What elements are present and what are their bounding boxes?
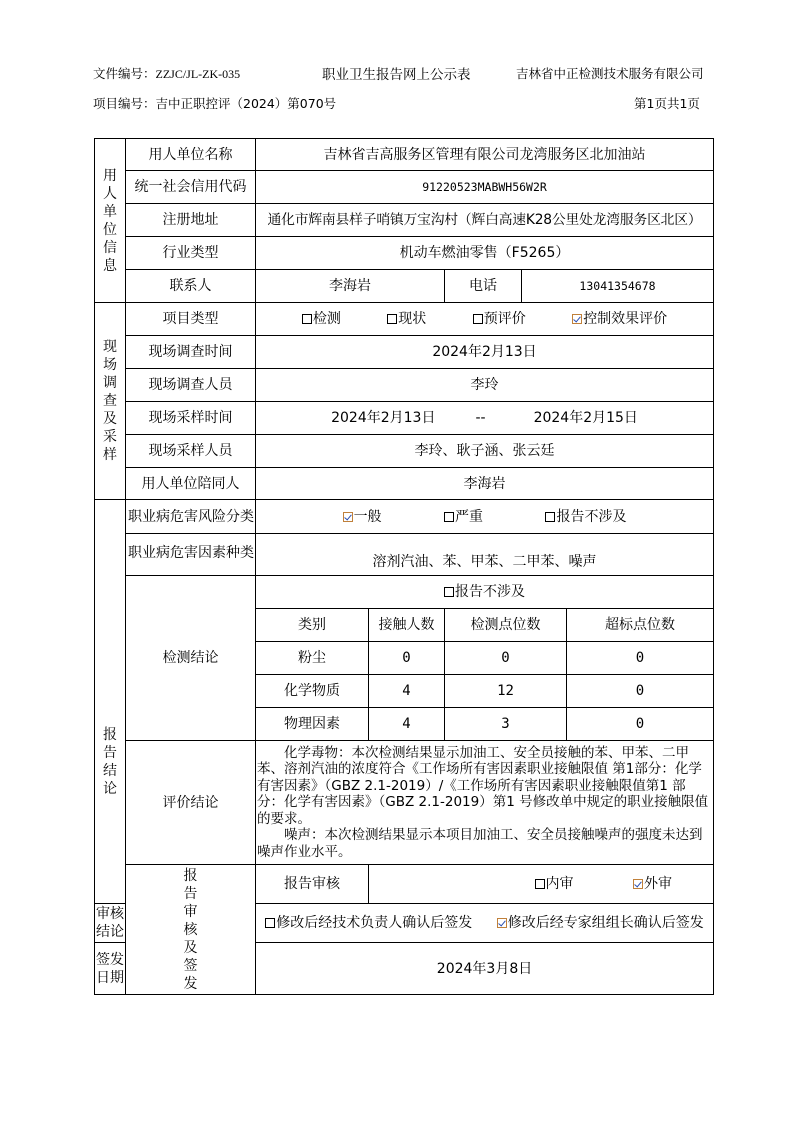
header-detection-points: 检测点位数 xyxy=(445,609,567,642)
value-escort: 李海岩 xyxy=(256,468,714,500)
sampling-start: 2024年2月13日 xyxy=(331,410,436,426)
checkbox-checked-icon xyxy=(633,879,643,889)
checkbox-tech-lead-sign[interactable]: 修改后经技术负责人确认后签发 xyxy=(265,914,472,932)
row-employer-name xyxy=(95,139,714,171)
checkbox-icon xyxy=(473,314,483,324)
cell-detection-points: 0 xyxy=(445,642,567,675)
row-detection-not-involved xyxy=(95,576,714,609)
checkbox-not-involved[interactable]: 报告不涉及 xyxy=(545,508,626,526)
label-contact: 联系人 xyxy=(126,270,256,303)
disclosure-table xyxy=(94,138,714,995)
cell-exposed-count: 0 xyxy=(369,642,445,675)
document-title: 职业卫生报告网上公示表 xyxy=(322,67,471,83)
doc-number xyxy=(93,64,240,82)
label-evaluation-conclusion: 评价结论 xyxy=(126,741,256,865)
checkbox-general[interactable]: 一般 xyxy=(343,508,382,526)
row-address xyxy=(95,204,714,237)
checkbox-expert-lead-sign[interactable]: 修改后经专家组组长确认后签发 xyxy=(497,914,704,932)
row-industry xyxy=(95,237,714,270)
value-survey-staff: 李玲 xyxy=(256,369,714,402)
row-survey-time xyxy=(95,336,714,369)
row-sampling-time xyxy=(95,402,714,435)
value-industry: 机动车燃油零售（F5265） xyxy=(256,237,714,270)
label-sampling-staff: 现场采样人员 xyxy=(126,435,256,468)
cell-detection-points: 3 xyxy=(445,708,567,741)
label-detection-conclusion: 检测结论 xyxy=(126,576,256,741)
row-survey-staff xyxy=(95,369,714,402)
cell-exceeding-points: 0 xyxy=(567,675,714,708)
row-project-type xyxy=(95,303,714,336)
label-survey-staff: 现场调查人员 xyxy=(126,369,256,402)
label-phone: 电话 xyxy=(445,270,522,303)
row-escort xyxy=(95,468,714,500)
checkbox-internal-review[interactable]: 内审 xyxy=(535,875,574,893)
label-risk-class: 职业病危害风险分类 xyxy=(126,500,256,534)
label-credit-code: 统一社会信用代码 xyxy=(126,171,256,204)
checkbox-detection[interactable]: 检测 xyxy=(302,310,341,328)
checkbox-icon xyxy=(387,314,397,324)
cell-detection-points: 12 xyxy=(445,675,567,708)
section-report-conclusion: 报 告 结 论 xyxy=(95,500,126,904)
value-address: 通化市辉南县样子哨镇万宝沟村（辉白高速K28公里处龙湾服务区北区） xyxy=(256,204,714,237)
header-exposed-count: 接触人数 xyxy=(369,609,445,642)
page-info: 第1页共1页 xyxy=(634,96,700,111)
section-review: 报 告 审 核 及 签 发 xyxy=(126,865,256,995)
cell-exceeding-points: 0 xyxy=(567,708,714,741)
checkbox-checked-icon xyxy=(497,918,507,928)
review-options xyxy=(369,865,714,904)
cell-category: 化学物质 xyxy=(256,675,369,708)
label-industry: 行业类型 xyxy=(126,237,256,270)
label-survey-time: 现场调查时间 xyxy=(126,336,256,369)
doc-number-value: ZZJC/JL-ZK-035 xyxy=(155,67,241,81)
cell-exposed-count: 4 xyxy=(369,675,445,708)
value-employer-name: 吉林省吉高服务区管理有限公司龙湾服务区北加油站 xyxy=(256,139,714,171)
row-credit-code xyxy=(95,171,714,204)
checkbox-control-effect-evaluation[interactable]: 控制效果评价 xyxy=(572,310,667,328)
checkbox-checked-icon xyxy=(572,314,582,324)
cell-exceeding-points: 0 xyxy=(567,642,714,675)
cell-exposed-count: 4 xyxy=(369,708,445,741)
section-site-survey: 现 场 调 查 及 采 样 xyxy=(95,303,126,500)
value-sampling-staff: 李玲、耿子涵、张云廷 xyxy=(256,435,714,468)
project-number: 项目编号：吉中正职控评（2024）第070号 xyxy=(93,96,337,111)
row-hazard-types xyxy=(95,534,714,576)
sampling-separator: -- xyxy=(475,410,486,426)
value-survey-time: 2024年2月13日 xyxy=(256,336,714,369)
value-hazard-types: 溶剂汽油、苯、甲苯、二甲苯、噪声 xyxy=(256,534,714,576)
value-sampling-time xyxy=(256,402,714,435)
project-type-options xyxy=(256,303,714,336)
label-sampling-time: 现场采样时间 xyxy=(126,402,256,435)
cell-category: 物理因素 xyxy=(256,708,369,741)
label-project-type: 项目类型 xyxy=(126,303,256,336)
checkbox-pre-evaluation[interactable]: 预评价 xyxy=(473,310,526,328)
row-sampling-staff xyxy=(95,435,714,468)
risk-class-options xyxy=(256,500,714,534)
label-review-conclusion: 审核结论 xyxy=(95,904,126,943)
value-issue-date: 2024年3月8日 xyxy=(256,943,714,995)
detection-not-involved xyxy=(256,576,714,609)
checkbox-icon xyxy=(444,512,454,522)
label-address: 注册地址 xyxy=(126,204,256,237)
label-employer-name: 用人单位名称 xyxy=(126,139,256,171)
checkbox-detection-not-involved[interactable]: 报告不涉及 xyxy=(444,583,525,601)
label-hazard-types: 职业病危害因素种类 xyxy=(126,534,256,576)
label-escort: 用人单位陪同人 xyxy=(126,468,256,500)
label-report-review: 报告审核 xyxy=(256,865,369,904)
cell-category: 粉尘 xyxy=(256,642,369,675)
row-contact xyxy=(95,270,714,303)
checkbox-icon xyxy=(444,587,454,597)
checkbox-icon xyxy=(302,314,312,324)
section-employer-info: 用 人 单 位 信 息 xyxy=(95,139,126,303)
doc-number-label: 文件编号： xyxy=(93,66,156,81)
label-issue-date: 签发日期 xyxy=(95,943,126,995)
checkbox-icon xyxy=(545,512,555,522)
company-name: 吉林省中正检测技术服务有限公司 xyxy=(516,66,704,81)
evaluation-noise: 噪声：本次检测结果显示本项目加油工、安全员接触噪声的强度未达到噪声作业水平。 xyxy=(257,827,703,860)
row-evaluation xyxy=(95,741,714,865)
evaluation-chemical: 化学毒物：本次检测结果显示加油工、安全员接触的苯、甲苯、二甲苯、溶剂汽油的浓度符合《工作场所有害因素职业接触限值 第1部分：化学有害因素》（GBZ 2.1-2019）/《工作场所有害因素职业接触限值第1 部分：化学有害因素》（GBZ 2.1-2019）第1 号修改单中规定的职业接触限值的要求。 xyxy=(257,744,709,827)
value-phone: 13041354678 xyxy=(522,270,714,303)
checkbox-serious[interactable]: 严重 xyxy=(444,508,483,526)
value-contact: 李海岩 xyxy=(256,270,445,303)
checkbox-checked-icon xyxy=(343,512,353,522)
review-conclusion-options xyxy=(256,904,714,943)
header-category: 类别 xyxy=(256,609,369,642)
checkbox-external-review[interactable]: 外审 xyxy=(633,875,672,893)
value-credit-code: 91220523MABWH56W2R xyxy=(256,171,714,204)
value-evaluation-conclusion xyxy=(256,741,714,865)
checkbox-status[interactable]: 现状 xyxy=(387,310,426,328)
header-exceeding-points: 超标点位数 xyxy=(567,609,714,642)
row-review xyxy=(95,865,714,904)
checkbox-icon xyxy=(265,918,275,928)
sampling-end: 2024年2月15日 xyxy=(533,410,638,426)
row-risk-class xyxy=(95,500,714,534)
checkbox-icon xyxy=(535,879,545,889)
